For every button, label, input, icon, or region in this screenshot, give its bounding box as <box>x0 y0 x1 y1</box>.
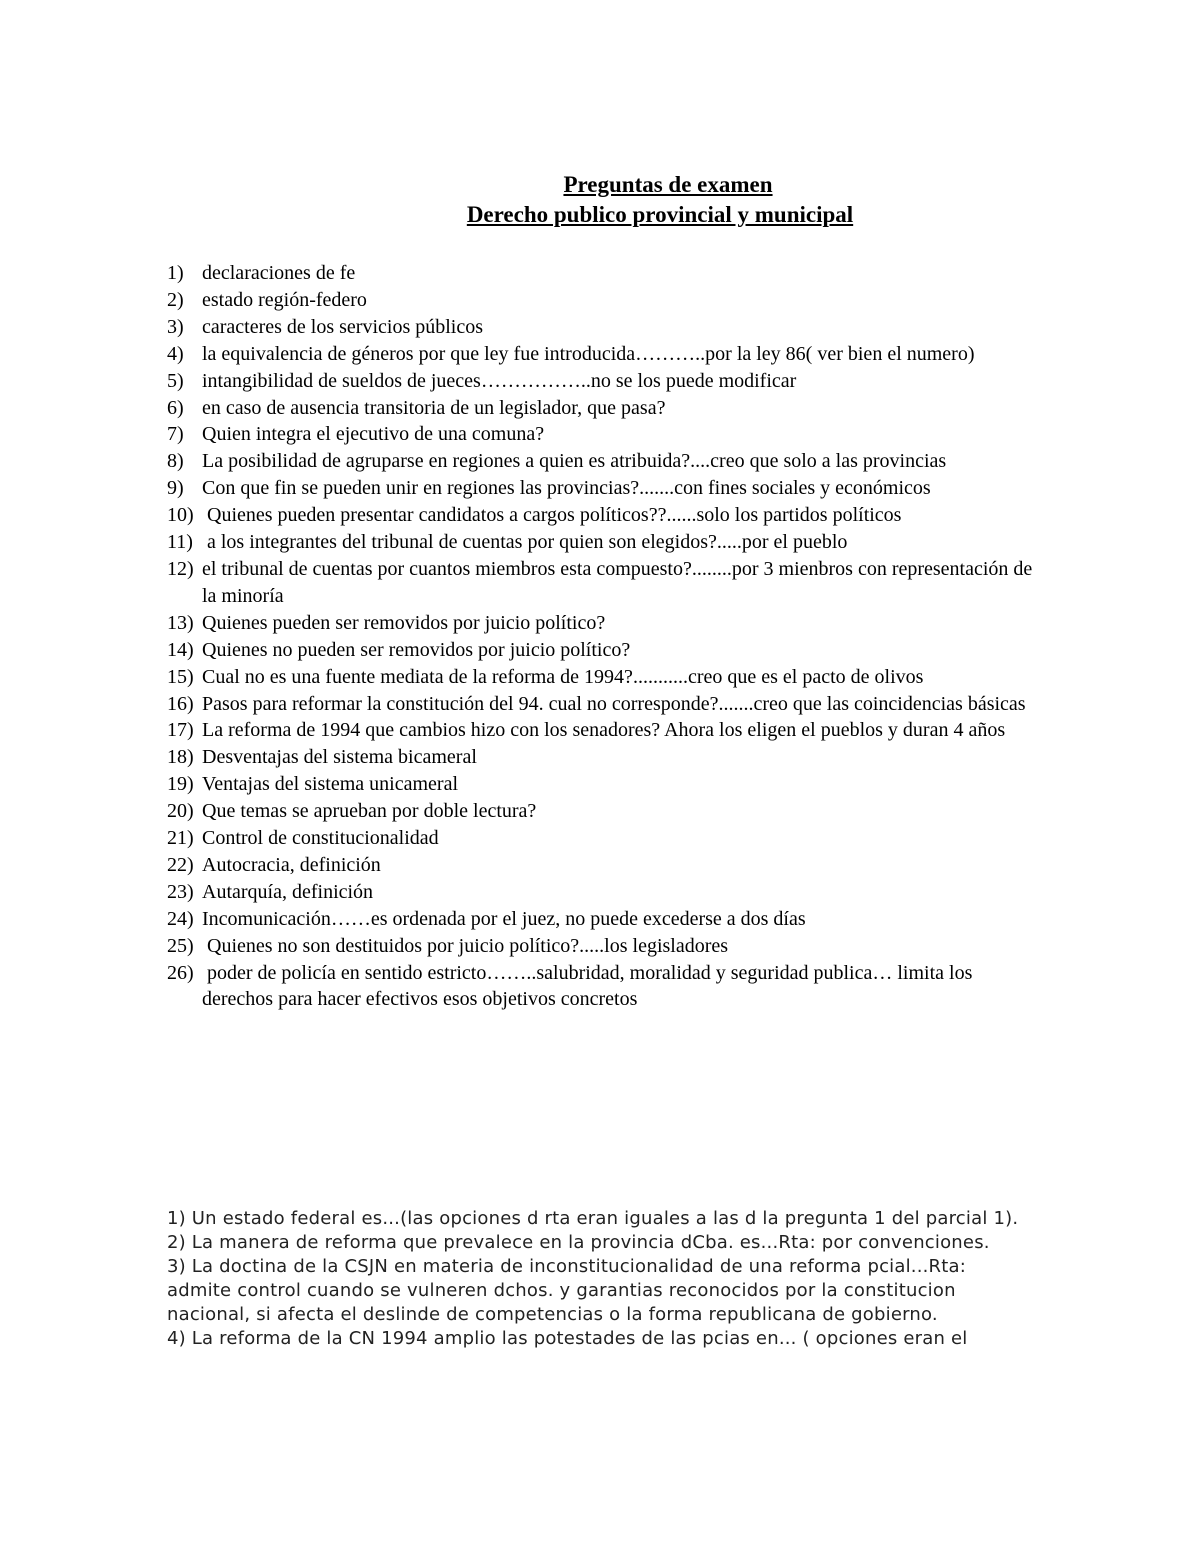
answer-paragraph: 1) Un estado federal es...(las opciones d rta eran iguales a las d la pregunta 1 del parcial 1). <box>167 1208 1019 1229</box>
question-number: 16) <box>167 692 194 715</box>
question-text: Quienes pueden presentar candidatos a cargos políticos??......solo los partidos políticos <box>202 504 902 527</box>
question-number: 15) <box>167 665 194 688</box>
question-text: el tribunal de cuentas por cuantos miembros esta compuesto?........por 3 mienbros con representación de la minoría <box>202 557 1038 607</box>
question-number: 18) <box>167 746 194 769</box>
question-number: 10) <box>167 504 194 527</box>
question-item <box>167 906 1037 933</box>
question-text: Quienes pueden ser removidos por juicio político? <box>202 611 606 634</box>
question-text: Quienes no pueden ser removidos por juicio político? <box>202 638 631 661</box>
question-number: 13) <box>167 611 194 634</box>
answer-paragraph: 4) La reforma de la CN 1994 amplio las potestades de las pcias en... ( opciones eran el <box>167 1328 968 1349</box>
question-item <box>167 448 1037 475</box>
question-number: 1) <box>167 262 184 284</box>
question-item <box>167 933 1037 960</box>
question-item <box>167 260 1037 287</box>
question-text: Ventajas del sistema unicameral <box>202 773 459 796</box>
question-number: 7) <box>167 423 184 446</box>
question-number: 19) <box>167 773 194 796</box>
question-number: 17) <box>167 719 194 742</box>
question-item <box>167 368 1037 395</box>
question-text: en caso de ausencia transitoria de un legislador, que pasa? <box>202 396 666 419</box>
question-item <box>167 960 1037 1014</box>
question-item <box>167 744 1037 771</box>
question-text: Autocracia, definición <box>202 853 381 876</box>
question-text: Quienes no son destituidos por juicio político?.....los legisladores <box>202 934 729 957</box>
question-item <box>167 825 1037 852</box>
question-item <box>167 395 1037 422</box>
question-number: 12) <box>167 557 194 580</box>
question-text: Autarquía, definición <box>202 880 374 903</box>
document-subtitle: Derecho publico provincial y municipal <box>466 202 854 227</box>
question-text: Quien integra el ejecutivo de una comuna? <box>202 423 545 446</box>
question-text: La posibilidad de agruparse en regiones a quien es atribuida?....creo que solo a las provincias <box>202 450 947 473</box>
question-item <box>167 610 1037 637</box>
question-item <box>167 852 1037 879</box>
question-number: 20) <box>167 800 194 823</box>
question-item <box>167 637 1037 664</box>
question-item <box>167 341 1037 368</box>
question-number: 3) <box>167 315 184 338</box>
question-number: 14) <box>167 638 194 661</box>
question-text: Con que fin se pueden unir en regiones las provincias?.......con fines sociales y económicos <box>202 477 931 500</box>
question-text: Que temas se aprueban por doble lectura? <box>202 800 537 823</box>
question-text: la equivalencia de géneros por que ley fue introducida………..por la ley 86( ver bien el numero) <box>202 342 975 365</box>
question-number: 22) <box>167 853 194 876</box>
question-item <box>167 771 1037 798</box>
question-number: 8) <box>167 450 184 473</box>
answer-paragraph: 2) La manera de reforma que prevalece en la provincia dCba. es...Rta: por convenciones. <box>167 1232 990 1253</box>
question-item <box>167 664 1037 691</box>
question-item <box>167 879 1037 906</box>
question-number: 23) <box>167 880 194 903</box>
answer-notes <box>167 1207 1027 1351</box>
question-text: La reforma de 1994 que cambios hizo con los senadores? Ahora los eligen el pueblos y duran 4 años <box>202 719 1006 742</box>
question-text: Pasos para reformar la constitución del 94. cual no corresponde?.......creo que las coincidencias básicas <box>202 692 1026 715</box>
question-text: estado región-federo <box>202 288 367 311</box>
question-text: caracteres de los servicios públicos <box>202 315 484 338</box>
question-item <box>167 475 1037 502</box>
question-text: poder de policía en sentido estricto……..salubridad, moralidad y seguridad publica… limita los derechos para hacer efectivos esos objetivos concretos <box>202 961 978 1011</box>
question-number: 11) <box>167 531 193 554</box>
question-item <box>167 798 1037 825</box>
question-text: declaraciones de fe <box>202 262 356 284</box>
question-item <box>167 556 1037 610</box>
question-item <box>167 529 1037 556</box>
question-item <box>167 421 1037 448</box>
question-item <box>167 314 1037 341</box>
question-list <box>167 260 1037 1013</box>
question-item <box>167 717 1037 744</box>
question-text: Cual no es una fuente mediata de la reforma de 1994?...........creo que es el pacto de olivos <box>202 665 924 688</box>
question-item <box>167 691 1037 718</box>
question-number: 6) <box>167 396 184 419</box>
question-number: 9) <box>167 477 184 500</box>
question-number: 5) <box>167 369 184 392</box>
question-item <box>167 502 1037 529</box>
question-text: Incomunicación……es ordenada por el juez, no puede excederse a dos días <box>202 907 806 930</box>
question-text: Desventajas del sistema bicameral <box>202 746 477 769</box>
question-text: intangibilidad de sueldos de jueces……………..no se los puede modificar <box>202 369 797 392</box>
document-title: Preguntas de examen <box>563 172 773 197</box>
question-number: 24) <box>167 907 194 930</box>
question-number: 21) <box>167 827 194 850</box>
question-number: 2) <box>167 288 184 311</box>
question-number: 26) <box>167 961 194 984</box>
question-text: a los integrantes del tribunal de cuentas por quien son elegidos?.....por el pueblo <box>202 531 848 554</box>
answer-paragraph: 3) La doctina de la CSJN en materia de inconstitucionalidad de una reforma pcial...Rta: admite control cuando se vulneren dchos. y garantias reconocidos por la constitucion nacional, si afecta el deslinde de competencias o la forma republicana de gobierno. <box>167 1256 967 1325</box>
question-text: Control de constitucionalidad <box>202 827 439 850</box>
question-item <box>167 287 1037 314</box>
question-number: 4) <box>167 342 184 365</box>
question-number: 25) <box>167 934 194 957</box>
